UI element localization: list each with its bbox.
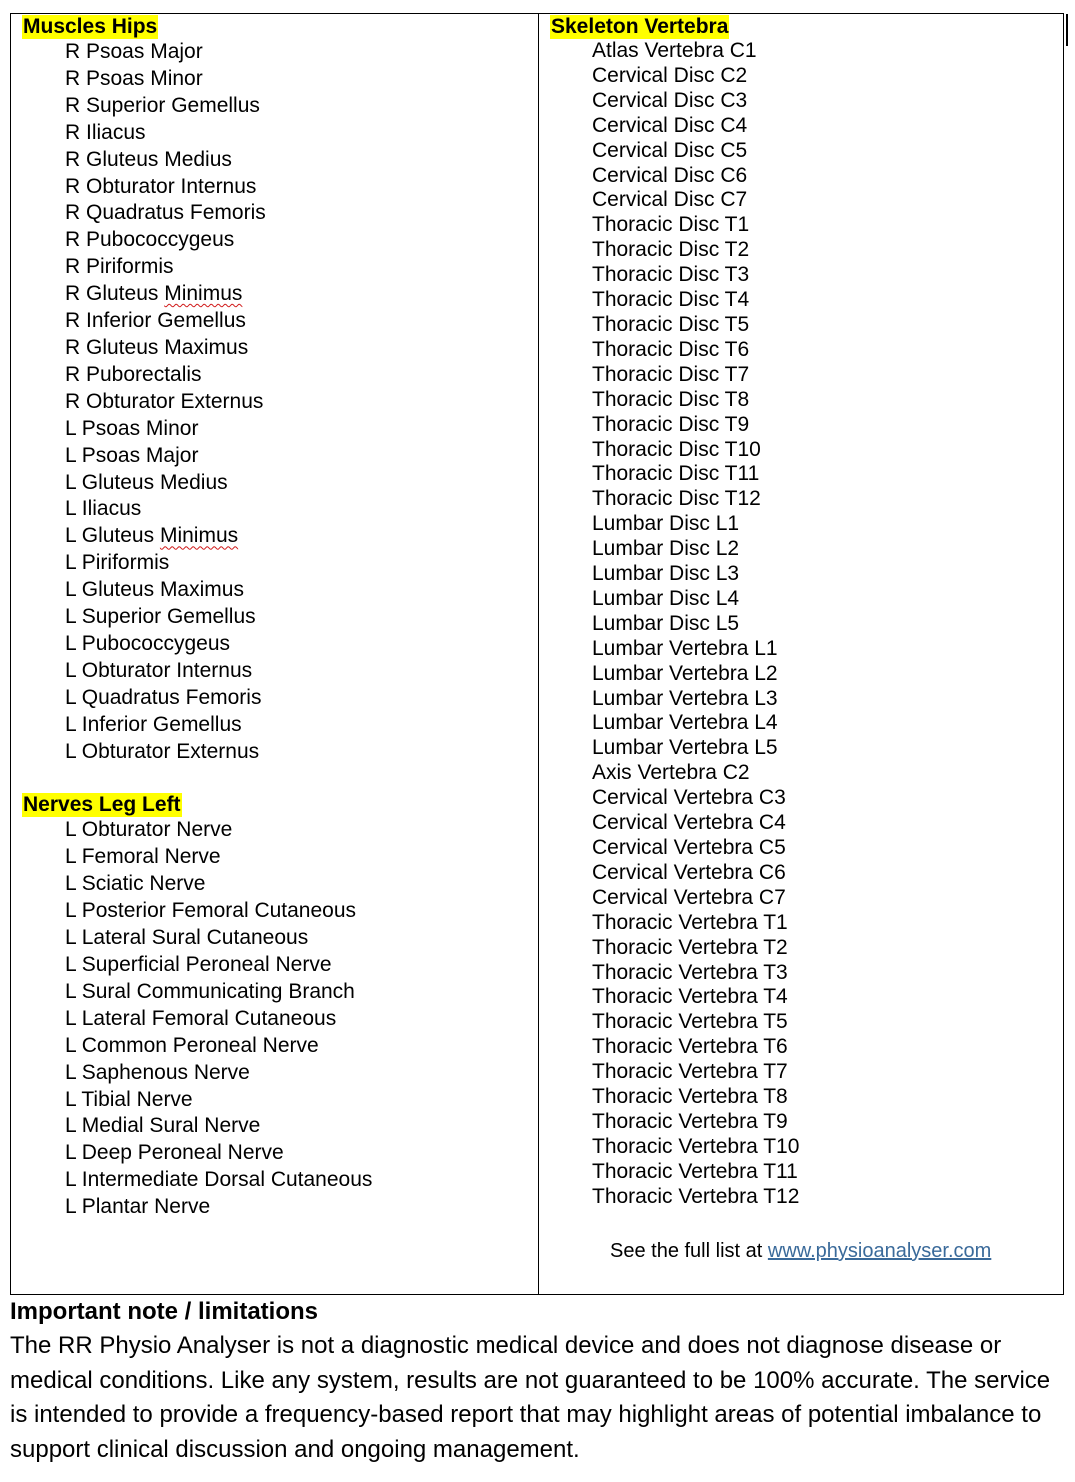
list-item: L Obturator Nerve	[65, 818, 233, 842]
list-item: Thoracic Vertebra T5	[592, 1010, 788, 1034]
list-item: Thoracic Disc T5	[592, 312, 750, 336]
list-item: L Femoral Nerve	[65, 845, 221, 869]
full-list-line	[610, 1240, 991, 1263]
list-item: Cervical Disc C4	[592, 113, 748, 137]
list-item: L Gluteus Medius	[65, 470, 228, 494]
list-item: Thoracic Vertebra T8	[592, 1085, 788, 1109]
list-item: L Lateral Sural Cutaneous	[65, 926, 309, 950]
list-item: R Gluteus Minimus	[65, 282, 243, 306]
list-item: R Piriformis	[65, 255, 174, 279]
list-item: R Pubococcygeus	[65, 228, 235, 252]
muscles-hips-list	[22, 39, 532, 765]
list-item: L Common Peroneal Nerve	[65, 1033, 319, 1057]
list-item: Lumbar Vertebra L1	[592, 636, 778, 660]
list-item: Thoracic Disc T7	[592, 362, 750, 386]
list-item: Thoracic Vertebra T12	[592, 1184, 800, 1208]
list-item: L Intermediate Dorsal Cutaneous	[65, 1168, 373, 1192]
list-item: Lumbar Disc L2	[592, 537, 740, 561]
list-item: L Sural Communicating Branch	[65, 979, 355, 1003]
list-item: L Obturator Externus	[65, 739, 260, 763]
list-item: R Obturator Internus	[65, 174, 257, 198]
list-item: Thoracic Disc T12	[592, 487, 761, 511]
list-item: L Inferior Gemellus	[65, 712, 242, 736]
list-item: Lumbar Vertebra L5	[592, 736, 778, 760]
list-item: R Gluteus Maximus	[65, 335, 249, 359]
note-title: Important note / limitations	[10, 1298, 319, 1325]
list-item: Cervical Disc C6	[592, 163, 748, 187]
list-item: L Medial Sural Nerve	[65, 1114, 261, 1138]
list-item: R Superior Gemellus	[65, 93, 260, 117]
list-item: Thoracic Disc T8	[592, 387, 750, 411]
list-item: Cervical Vertebra C7	[592, 885, 786, 909]
nerves-leg-left-list	[22, 817, 532, 1221]
list-item: L Quadratus Femoris	[65, 685, 262, 709]
note-body: The RR Physio Analyser is not a diagnostic medical device and does not diagnose disease or medical conditions. Like any system, results are not guaranteed to be 100% accurate. The service is intended to provide a frequency-based report that may highlight areas of potential imbalance to support clinical discussion and ongoing management.	[10, 1332, 1051, 1463]
list-item: Thoracic Vertebra T6	[592, 1035, 788, 1059]
list-item: L Obturator Internus	[65, 658, 253, 682]
list-item: R Puborectalis	[65, 362, 202, 386]
list-item: Lumbar Vertebra L3	[592, 686, 778, 710]
list-item: R Quadratus Femoris	[65, 201, 266, 225]
list-item: Thoracic Disc T10	[592, 437, 761, 461]
list-item: L Pubococcygeus	[65, 631, 230, 655]
list-item: Thoracic Disc T1	[592, 213, 750, 237]
list-item: Thoracic Disc T4	[592, 288, 750, 312]
skeleton-vertebra-list	[550, 39, 1060, 1210]
list-item: Lumbar Vertebra L2	[592, 661, 778, 685]
list-item: Thoracic Vertebra T11	[592, 1159, 798, 1183]
list-item: R Psoas Minor	[65, 66, 203, 90]
section-heading-skeleton-vertebra: Skeleton Vertebra	[551, 15, 729, 38]
list-item: L Psoas Major	[65, 443, 199, 467]
list-item: Cervical Disc C7	[592, 188, 748, 212]
full-list-prefix: See the full list at	[610, 1240, 768, 1262]
list-item: Thoracic Disc T11	[592, 462, 760, 486]
section-heading-muscles-hips: Muscles Hips	[23, 15, 158, 38]
list-item: L Saphenous Nerve	[65, 1060, 250, 1084]
list-item: Thoracic Vertebra T2	[592, 935, 788, 959]
list-item: Cervical Vertebra C3	[592, 786, 786, 810]
list-item: Lumbar Disc L4	[592, 586, 740, 610]
list-item: Thoracic Vertebra T7	[592, 1060, 788, 1084]
list-item: Thoracic Disc T9	[592, 412, 750, 436]
list-item: Thoracic Disc T3	[592, 263, 750, 287]
website-link[interactable]: www.physioanalyser.com	[767, 1240, 992, 1262]
list-item: L Gluteus Minimus	[65, 524, 239, 548]
spellcheck-word: Minimus	[164, 282, 243, 306]
list-item: L Lateral Femoral Cutaneous	[65, 1006, 337, 1030]
section-heading-nerves-leg-left: Nerves Leg Left	[23, 793, 181, 817]
list-item: Thoracic Vertebra T10	[592, 1134, 800, 1158]
list-item: L Deep Peroneal Nerve	[65, 1141, 284, 1165]
list-item: Thoracic Vertebra T9	[592, 1109, 788, 1133]
list-item: Atlas Vertebra C1	[592, 39, 757, 62]
list-item: L Tibial Nerve	[65, 1087, 193, 1111]
list-item: Thoracic Disc T2	[592, 238, 750, 262]
list-item: Lumbar Vertebra L4	[592, 711, 778, 735]
list-item: Axis Vertebra C2	[592, 761, 750, 785]
list-item: Lumbar Disc L3	[592, 562, 740, 586]
column-divider	[538, 14, 539, 1294]
list-table	[10, 13, 1064, 1295]
list-item: L Piriformis	[65, 551, 170, 575]
list-item: Lumbar Disc L1	[592, 512, 740, 536]
list-item: Thoracic Vertebra T3	[592, 960, 788, 984]
important-note	[10, 1297, 1065, 1467]
right-column	[550, 14, 1060, 1262]
spellcheck-word: Minimus	[159, 524, 239, 548]
list-item: Cervical Disc C5	[592, 138, 748, 162]
list-item: L Psoas Minor	[65, 416, 199, 440]
list-item: R Iliacus	[65, 120, 146, 144]
list-item: L Superficial Peroneal Nerve	[65, 953, 332, 976]
list-item: L Gluteus Maximus	[65, 578, 244, 602]
list-item: L Plantar Nerve	[65, 1195, 211, 1219]
text-cursor	[1066, 14, 1068, 46]
list-item: Cervical Vertebra C4	[592, 811, 786, 835]
list-item: R Obturator Externus	[65, 389, 264, 413]
left-column	[22, 14, 532, 1221]
list-item: R Psoas Major	[65, 40, 203, 63]
list-item: Thoracic Vertebra T4	[592, 985, 788, 1009]
list-item: L Sciatic Nerve	[65, 872, 206, 896]
list-item: R Inferior Gemellus	[65, 309, 246, 333]
list-item: R Gluteus Medius	[65, 147, 232, 171]
list-item: Lumbar Disc L5	[592, 611, 740, 635]
list-item: Cervical Vertebra C6	[592, 860, 786, 884]
list-item: Cervical Disc C2	[592, 63, 748, 87]
list-item: L Superior Gemellus	[65, 605, 256, 629]
list-item: L Iliacus	[65, 497, 142, 521]
list-item: Cervical Disc C3	[592, 88, 748, 112]
list-item: Cervical Vertebra C5	[592, 836, 786, 859]
list-item: Thoracic Vertebra T1	[592, 910, 788, 934]
list-item: L Posterior Femoral Cutaneous	[65, 899, 357, 923]
list-item: Thoracic Disc T6	[592, 337, 750, 361]
